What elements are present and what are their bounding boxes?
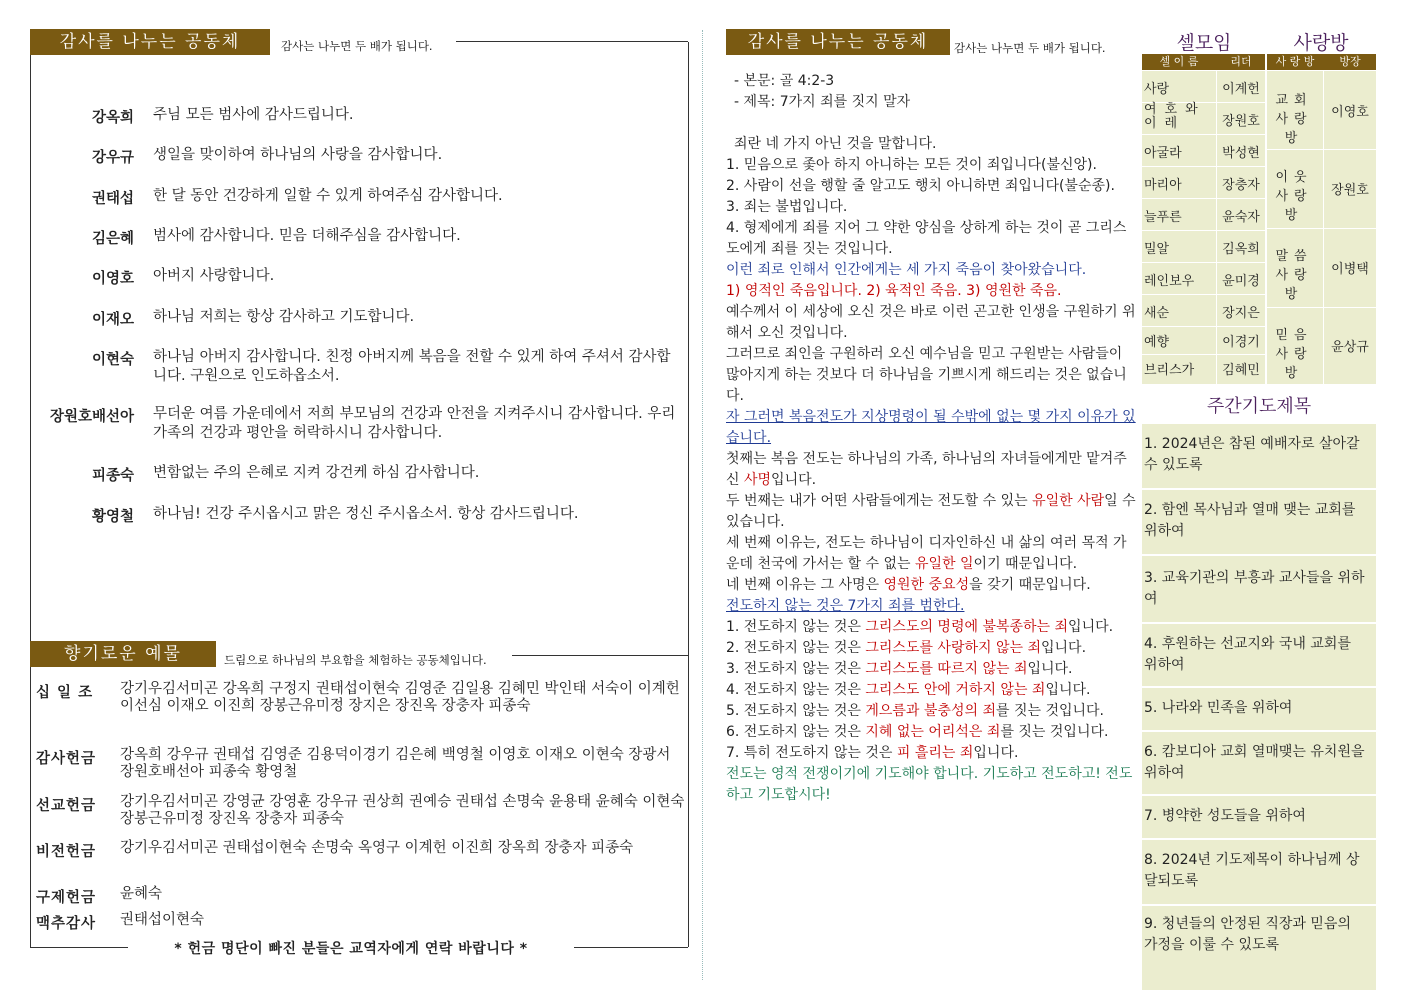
- sermon-paragraph: 자 그러면 복음전도가 지상명령이 될 수밖에 없는 몇 가지 이유가 있습니다.: [726, 409, 1136, 446]
- sin-text: 입니다.: [1068, 619, 1114, 635]
- thanks-message: 범사에 감사합니다. 믿음 더해주심을 감사합니다.: [153, 228, 461, 244]
- thanks-message: 생일을 맞이하여 하나님의 사랑을 감사합니다.: [153, 147, 443, 163]
- sin-item: [726, 659, 1136, 680]
- sin-text: 7. 특히 전도하지 않는 것은: [726, 745, 897, 761]
- thanks-name: 이현숙: [91, 352, 134, 368]
- sin-text: 입니다.: [1045, 682, 1091, 698]
- offering-names: 강옥희 강우규 권태섭 김영준 김용덕이경기 김은혜 백영철 이영호 이재오 이현숙 장광서 장원호배선아 피종숙 황영철: [120, 747, 671, 780]
- thanks-message: 하나님 저희는 항상 감사하고 기도합니다.: [153, 309, 415, 325]
- sin-text: 입니다.: [1041, 640, 1087, 656]
- prayer-item: [1142, 624, 1376, 686]
- thanks-name: 이영호: [91, 271, 134, 287]
- room-name: 교회 사랑방: [1275, 93, 1313, 146]
- thanks-message: 하나님! 건강 주시옵시고 맑은 정신 주시옵소서. 항상 감사드립니다.: [153, 506, 579, 522]
- offering-label: 선교헌금: [36, 798, 97, 814]
- cell-name: 예향: [1144, 335, 1170, 350]
- thanks-message: 변함없는 주의 은혜로 지켜 강건케 하심 감사합니다.: [153, 465, 480, 481]
- room-row: [1266, 71, 1376, 150]
- cell-name: 마리아: [1144, 178, 1182, 193]
- cell-row: [1142, 135, 1266, 167]
- cell-leader: 김혜민: [1222, 363, 1260, 378]
- sermon-reason: [726, 491, 1136, 533]
- prayer-item: [1142, 424, 1376, 488]
- room-head: 이병택: [1331, 262, 1369, 277]
- sin-highlight: 그리스도를 따르지 않는 죄: [865, 661, 1028, 677]
- reason-text: 두 번째는 내가 어떤 사람들에게는 전도할 수 있는: [726, 493, 1033, 509]
- offering-label: 십 일 조: [36, 685, 94, 701]
- room-name: 이웃 사랑방: [1275, 170, 1313, 223]
- sermon-banner: 감사를 나누는 공동체: [726, 29, 950, 55]
- page-fold-line: [702, 30, 703, 980]
- cell-leader: 김옥희: [1222, 242, 1260, 257]
- reason-highlight: 유일한 사람: [1032, 493, 1105, 509]
- cell-leader: 이계헌: [1222, 82, 1260, 97]
- sermon-paragraph: 그러므로 죄인을 구원하러 오신 예수님을 믿고 구원받는 사람들이 많아지게 하는 것보다 더 하나님을 기쁘시게 해드리는 것은 없습니다.: [726, 346, 1127, 404]
- cell-row: [1142, 327, 1266, 355]
- sermon-closing: 전도는 영적 전쟁이기에 기도해야 합니다. 기도하고 전도하고! 전도하고 기도합시다!: [726, 766, 1133, 803]
- sermon-paragraph: 죄란 네 가지 아닌 것을 말합니다.: [734, 136, 937, 152]
- offering-footer-note: * 헌금 명단이 빠진 분들은 교역자에게 연락 바랍니다 *: [174, 941, 528, 957]
- sermon-reason: [726, 533, 1136, 575]
- sin-highlight: 그리스도의 명령에 불복종하는 죄: [865, 619, 1069, 635]
- prayer-text: 8. 2024년 기도제목이 하나님께 상달되도록: [1144, 852, 1360, 889]
- sin-highlight: 지혜 없는 어리석은 죄: [865, 724, 1001, 740]
- sermon-paragraph: 2. 사람이 선을 행할 줄 알고도 행치 아니하면 죄입니다(불순종).: [726, 178, 1115, 194]
- thanks-name: 권태섭: [91, 191, 134, 207]
- reason-highlight: 유일한 일: [915, 556, 974, 572]
- thanks-message: 무더운 여름 가운데에서 저희 부모님의 건강과 안전을 지켜주시니 감사합니다. 우리 가족의 건강과 평안을 허락하시니 감사합니다.: [153, 406, 676, 441]
- thanks-message: 아버지 사랑합니다.: [153, 268, 275, 284]
- header-cell-name: 셀 이 름: [1159, 55, 1199, 68]
- cell-row: [1142, 103, 1266, 135]
- header-leader: 리더: [1230, 55, 1252, 68]
- sin-text: 3. 전도하지 않는 것은: [726, 661, 866, 677]
- cell-row: [1142, 355, 1266, 383]
- thanks-name: 김은혜: [91, 231, 134, 247]
- sin-text: 입니다.: [973, 745, 1019, 761]
- prayer-text: 1. 2024년은 참된 예배자로 살아갈 수 있도록: [1144, 436, 1360, 473]
- reason-text: 을 갖기 때문입니다.: [969, 577, 1091, 593]
- thanks-name: 강우규: [91, 150, 134, 166]
- sin-item: [726, 722, 1136, 743]
- sin-item: [726, 638, 1136, 659]
- sin-highlight: 게으름과 불충성의 죄: [865, 703, 996, 719]
- cell-name: 여호와이레: [1144, 102, 1206, 131]
- prayer-text: 7. 병약한 성도들을 위하여: [1144, 808, 1306, 824]
- prayer-text: 6. 캄보디아 교회 열매맺는 유치원을 위하여: [1144, 744, 1365, 781]
- offering-subtitle: 드림으로 하나님의 부요함을 체험하는 공동체입니다.: [224, 653, 487, 667]
- reason-text: 첫째는 복음 전도는 하나님의 가족, 하나님의 자녀들에게만 맡겨주신: [726, 451, 1127, 488]
- cell-leader: 장충자: [1222, 178, 1260, 193]
- cell-leader: 장지은: [1222, 306, 1260, 321]
- sermon-paragraph: 1. 믿음으로 좇아 하지 아니하는 모든 것이 죄입니다(불신앙).: [726, 157, 1097, 173]
- prayer-item: [1142, 840, 1376, 904]
- sin-highlight: 그리스도를 사랑하지 않는 죄: [865, 640, 1041, 656]
- prayer-text: 3. 교육기관의 부흥과 교사들을 위하여: [1144, 570, 1365, 607]
- prayer-text: 5. 나라와 민족을 위하여: [1144, 700, 1293, 716]
- prayer-item: [1142, 732, 1376, 794]
- sin-text: 6. 전도하지 않는 것은: [726, 724, 866, 740]
- sin-text: 2. 전도하지 않는 것은: [726, 640, 866, 656]
- cell-row: [1142, 231, 1266, 263]
- sin-text: 1. 전도하지 않는 것은: [726, 619, 866, 635]
- cell-name: 새순: [1144, 306, 1170, 321]
- thanks-name: 이재오: [91, 312, 134, 328]
- reason-text: 네 번째 이유는 그 사명은: [726, 577, 884, 593]
- reason-text: 입니다.: [771, 472, 817, 488]
- header-room: 사 랑 방: [1275, 55, 1315, 68]
- reason-highlight: 영원한 중요성: [883, 577, 970, 593]
- sin-item: [726, 680, 1136, 701]
- prayer-text: 4. 후원하는 선교지와 국내 교회를 위하여: [1144, 636, 1351, 673]
- sin-highlight: 그리스도 안에 거하지 않는 죄: [865, 682, 1046, 698]
- cell-row: [1142, 263, 1266, 295]
- sin-item: [726, 743, 1136, 764]
- sermon-paragraph: 3. 죄는 불법입니다.: [726, 199, 848, 215]
- prayer-item: [1142, 796, 1376, 838]
- sermon-reason: [726, 449, 1136, 491]
- thanks-message: 하나님 아버지 감사합니다. 친정 아버지께 복음을 전할 수 있게 하여 주셔서 감사합니다. 구원으로 인도하옵소서.: [153, 349, 671, 384]
- sermon-reason: [726, 575, 1136, 596]
- prayer-item: [1142, 906, 1376, 990]
- sermon-paragraph: 이런 죄로 인해서 인간에게는 세 가지 죽음이 찾아왔습니다.: [726, 262, 1087, 278]
- prayer-item: [1142, 490, 1376, 554]
- offering-label: 감사헌금: [36, 751, 97, 767]
- cell-name: 레인보우: [1144, 274, 1195, 289]
- offering-box-left-border: [30, 666, 31, 947]
- prayer-text: 9. 청년들의 안정된 직장과 믿음의 가정을 이룰 수 있도록: [1144, 916, 1351, 953]
- cell-table-header: [1142, 54, 1376, 70]
- cell-leader: 장원호: [1222, 114, 1260, 129]
- cell-leader: 윤미경: [1222, 274, 1260, 289]
- thanks-name: 강옥희: [91, 110, 134, 126]
- reason-highlight: 사명: [743, 472, 772, 488]
- sermon-paragraph: 예수께서 이 세상에 오신 것은 바로 이런 곤고한 인생을 구원하기 위해서 오신 것입니다.: [726, 304, 1136, 341]
- offering-names: 강기우김서미곤 강영균 강영훈 강우규 권상희 권예승 권태섭 손명숙 윤용태 윤혜숙 이현숙 장봉근유미정 장진옥 장충자 피종숙: [120, 794, 685, 827]
- sermon-paragraph: 전도하지 않는 것은 7가지 죄를 범한다.: [726, 598, 965, 614]
- cell-name: 사랑: [1144, 82, 1170, 97]
- sermon-paragraph: 1) 영적인 죽음입니다. 2) 육적인 죽음. 3) 영원한 죽음.: [726, 283, 1062, 299]
- sermon-body: [726, 134, 1136, 806]
- sin-text: 를 짓는 것입니다.: [995, 703, 1105, 719]
- cell-row: [1142, 295, 1266, 327]
- room-name: 믿음 사랑방: [1275, 328, 1313, 381]
- room-row: [1266, 229, 1376, 308]
- room-head: 이영호: [1331, 105, 1369, 120]
- offering-box-top-border: [512, 655, 688, 656]
- sin-highlight: 피 흘리는 죄: [896, 745, 974, 761]
- room-row: [1266, 150, 1376, 229]
- reason-text: 이기 때문입니다.: [973, 556, 1078, 572]
- thanks-message: 주님 모든 범사에 감사드립니다.: [153, 107, 354, 123]
- sin-text: 입니다.: [1027, 661, 1073, 677]
- offering-label: 맥추감사: [36, 916, 97, 932]
- prayer-text: 2. 함엔 목사님과 열매 맺는 교회를 위하여: [1144, 502, 1356, 539]
- sermon-paragraph: 4. 형제에게 죄를 지어 그 약한 양심을 상하게 하는 것이 곧 그리스도에게 죄를 짓는 것입니다.: [726, 220, 1127, 257]
- cell-leader: 박성현: [1222, 146, 1260, 161]
- thanks-name: 장원호배선아: [49, 409, 134, 425]
- cell-name: 아굴라: [1144, 146, 1182, 161]
- room-name: 말씀 사랑방: [1275, 249, 1313, 302]
- reason-text: 일 수 있습니다.: [726, 493, 1136, 530]
- thanks-box-right-border: [688, 42, 689, 655]
- thanks-box-top-border: [456, 41, 688, 42]
- love-room-title: 사랑방: [1293, 32, 1349, 54]
- room-head: 윤상규: [1331, 340, 1369, 355]
- cell-name: 늘푸른: [1144, 210, 1182, 225]
- thanks-name: 피종숙: [91, 468, 134, 484]
- prayer-item: [1142, 556, 1376, 622]
- offering-label: 구제헌금: [36, 890, 97, 906]
- offering-banner: 향기로운 예물: [30, 641, 216, 667]
- offering-names: 권태섭이현숙: [120, 912, 205, 928]
- cell-name: 밀알: [1144, 242, 1170, 257]
- offering-box-bottom-right: [574, 947, 688, 948]
- sin-item: [726, 617, 1136, 638]
- sin-text: 4. 전도하지 않는 것은: [726, 682, 866, 698]
- prayer-item: [1142, 688, 1376, 730]
- thanks-name: 황영철: [91, 509, 134, 525]
- reason-text: 세 번째 이유는, 전도는 하나님이 디자인하신 내 삶의 여러 목적 가운데 천국에 가서는 할 수 없는: [726, 535, 1127, 572]
- sermon-text-ref: - 본문: 골 4:2-3: [734, 73, 835, 89]
- offering-box-right-border: [688, 655, 689, 947]
- sin-text: 를 짓는 것입니다.: [1000, 724, 1109, 740]
- room-head: 장원호: [1331, 183, 1369, 198]
- offering-box-bottom-left: [30, 947, 128, 948]
- offering-label: 비전헌금: [36, 844, 97, 860]
- sin-item: [726, 701, 1136, 722]
- thanks-subtitle: 감사는 나누면 두 배가 됩니다.: [281, 39, 433, 53]
- cell-row: [1142, 167, 1266, 199]
- prayer-title: 주간기도제목: [1206, 396, 1312, 417]
- offering-names: 윤혜숙: [120, 886, 163, 902]
- thanks-banner: 감사를 나누는 공동체: [30, 29, 270, 55]
- room-row: [1266, 308, 1376, 384]
- sermon-title: - 제목: 7가지 죄를 짓지 말자: [734, 94, 911, 110]
- cell-row: [1142, 71, 1266, 103]
- sin-text: 5. 전도하지 않는 것은: [726, 703, 866, 719]
- cell-leader: 윤숙자: [1222, 210, 1260, 225]
- sermon-subtitle: 감사는 나누면 두 배가 됩니다.: [954, 41, 1106, 55]
- cell-group-title: 셀모임: [1176, 32, 1232, 54]
- cell-row: [1142, 199, 1266, 231]
- cell-name: 브리스가: [1144, 363, 1195, 378]
- cell-leader: 이경기: [1222, 335, 1260, 350]
- offering-names: 강기우김서미곤 권태섭이현숙 손명숙 옥영구 이계헌 이진희 장옥희 장충자 피종숙: [120, 840, 634, 856]
- offering-names: 강기우김서미곤 강옥희 구정지 권태섭이현숙 김영준 김일용 김혜민 박인태 서숙이 이계헌 이선심 이재오 이진희 장봉근유미정 장지은 장진옥 장충자 피종숙: [120, 681, 680, 714]
- thanks-message: 한 달 동안 건강하게 일할 수 있게 하여주심 감사합니다.: [153, 188, 503, 204]
- header-head: 방장: [1339, 55, 1361, 68]
